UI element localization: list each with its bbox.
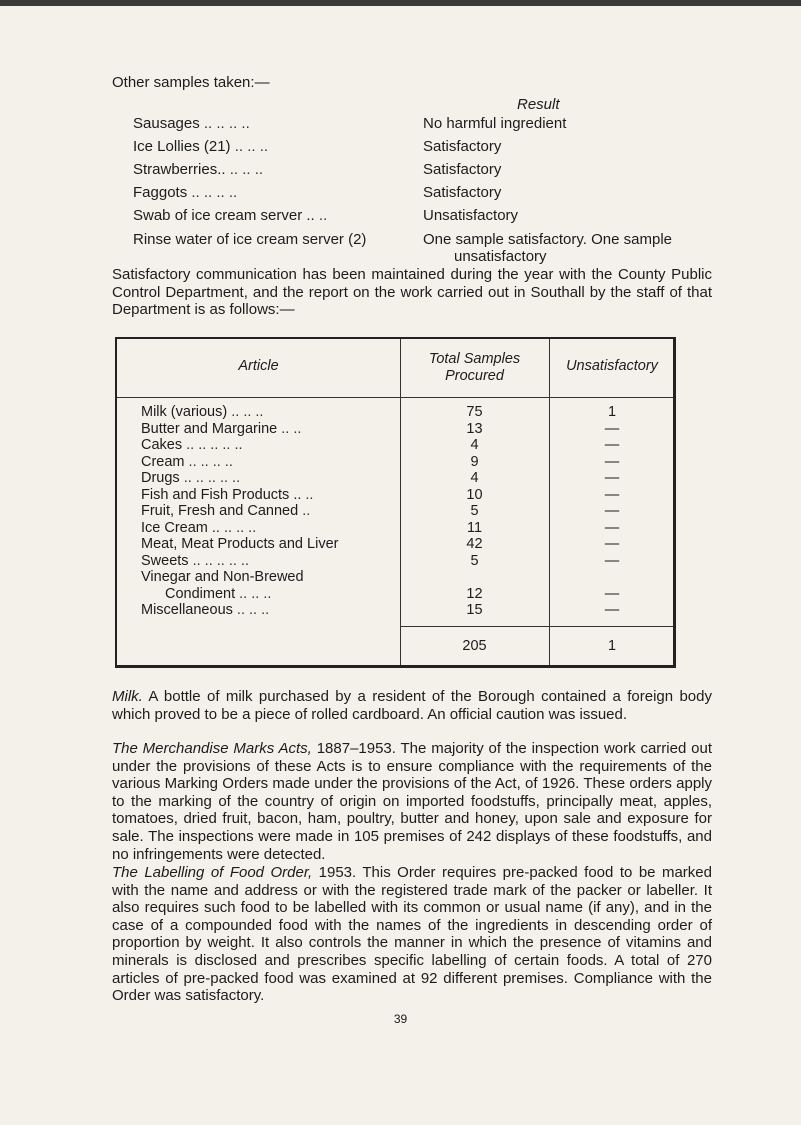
sample-result: Satisfactory [423, 184, 502, 201]
intro-text: Other samples taken:— [112, 74, 270, 91]
page-number: 39 [393, 1012, 408, 1026]
table-row-unsat: — [604, 421, 620, 437]
header-procured: Procured [445, 368, 504, 384]
table-total: 205 [462, 638, 487, 654]
sample-item: Rinse water of ice cream server (2) [133, 231, 367, 248]
table-row-total: 4 [470, 437, 479, 453]
table-row-total: 9 [470, 454, 479, 470]
sample-result: Satisfactory [423, 161, 502, 178]
sample-item: Sausages .. .. .. .. [133, 115, 250, 132]
table-row-unsat: — [604, 487, 620, 503]
table-row-total: 10 [466, 487, 483, 503]
sample-result: Satisfactory [423, 138, 502, 155]
table-row-unsat: — [604, 553, 620, 569]
sample-result: No harmful ingredient [423, 115, 567, 132]
table-row-article: Drugs .. .. .. .. .. [141, 470, 241, 486]
table-row-total: 42 [466, 536, 483, 552]
total-rule [400, 626, 673, 627]
table-row-total: 15 [466, 602, 483, 618]
table-row-unsat: — [604, 536, 620, 552]
table-row-article: Cakes .. .. .. .. .. [141, 437, 243, 453]
table-row-total: 13 [466, 421, 483, 437]
communication-paragraph: Satisfactory communication has been maintained during the year with the County Public Control Department, and the report on the work carried out in Southall by the staff of that Department is as follows:— [112, 266, 712, 319]
table-row-article: Condiment .. .. .. [165, 586, 272, 602]
result-header: Result [517, 96, 560, 113]
table-row-article: Fruit, Fresh and Canned .. [141, 503, 311, 519]
table-row-total: 5 [470, 503, 479, 519]
samples-table [115, 337, 676, 668]
table-row-article: Vinegar and Non-Brewed [141, 569, 304, 585]
header-unsatisfactory: Unsatisfactory [566, 358, 658, 374]
table-row-total: 5 [470, 553, 479, 569]
table-total-unsat: 1 [607, 638, 617, 654]
table-row-unsat: — [604, 503, 620, 519]
sample-result: Unsatisfactory [423, 207, 519, 224]
table-row-total: 11 [466, 520, 483, 536]
table-row-unsat: — [604, 437, 620, 453]
table-row-total: 75 [466, 404, 483, 420]
sample-result-continued: unsatisfactory [454, 248, 547, 265]
sample-result: One sample satisfactory. One sample [423, 231, 672, 248]
table-row-unsat: — [604, 520, 620, 536]
milk-paragraph: Milk. A bottle of milk purchased by a resident of the Borough contained a foreign body which proved to be a piece of rolled cardboard. An official caution was issued. [112, 688, 712, 723]
table-row-article: Fish and Fish Products .. .. [141, 487, 314, 503]
sample-item: Swab of ice cream server .. .. [133, 207, 328, 224]
sample-item: Faggots .. .. .. .. [133, 184, 238, 201]
table-row-unsat: — [604, 586, 620, 602]
merchandise-marks-paragraph: The Merchandise Marks Acts, 1887–1953. The majority of the inspection work carried out under the provisions of these Acts is to ensure compliance with the requirements of the various Marking Orders made under the provisions of the Act, of 1926. These orders apply to the marking of the country of origin on imported foodstuffs, principally meat, apples, tomatoes, dried fruit, bacon, ham, poultry, butter and honey, upon sale and exposure for sale. The inspections were made in 105 premises of 242 displays of these foodstuffs, and no infringements were detected. [112, 740, 712, 863]
header-total-samples: Total Samples [428, 351, 521, 367]
table-row-article: Miscellaneous .. .. .. [141, 602, 270, 618]
table-row-unsat: 1 [607, 404, 617, 420]
labelling-paragraph: The Labelling of Food Order, 1953. This Order requires pre-packed food to be marked with the name and address or with the registered trade mark of the packer or labeller. It also requires such food to be labelled with its common or usual name (if any), and in the case of a compounded food with the names of the ingredients in descending order of proportion by weight. It also controls the manner in which the presence of vitamins and minerals is disclosed and prescribes specific labelling of certain foods. A total of 270 articles of pre-packed food was examined at 92 different premises. Compliance with the Order was satisfactory. [112, 864, 712, 1005]
table-row-unsat: — [604, 602, 620, 618]
sample-item: Ice Lollies (21) .. .. .. [133, 138, 269, 155]
table-row-unsat: — [604, 470, 620, 486]
table-row-article: Meat, Meat Products and Liver [141, 536, 339, 552]
table-row-total: 12 [466, 586, 483, 602]
table-row-article: Butter and Margarine .. .. [141, 421, 302, 437]
header-article: Article [238, 358, 279, 374]
table-row-unsat: — [604, 454, 620, 470]
table-row-article: Milk (various) .. .. .. [141, 404, 264, 420]
table-row-article: Sweets .. .. .. .. .. [141, 553, 249, 569]
table-row-article: Ice Cream .. .. .. .. [141, 520, 257, 536]
sample-item: Strawberries.. .. .. .. [133, 161, 264, 178]
header-rule [117, 397, 673, 398]
table-row-total: 4 [470, 470, 479, 486]
table-row-article: Cream .. .. .. .. [141, 454, 233, 470]
